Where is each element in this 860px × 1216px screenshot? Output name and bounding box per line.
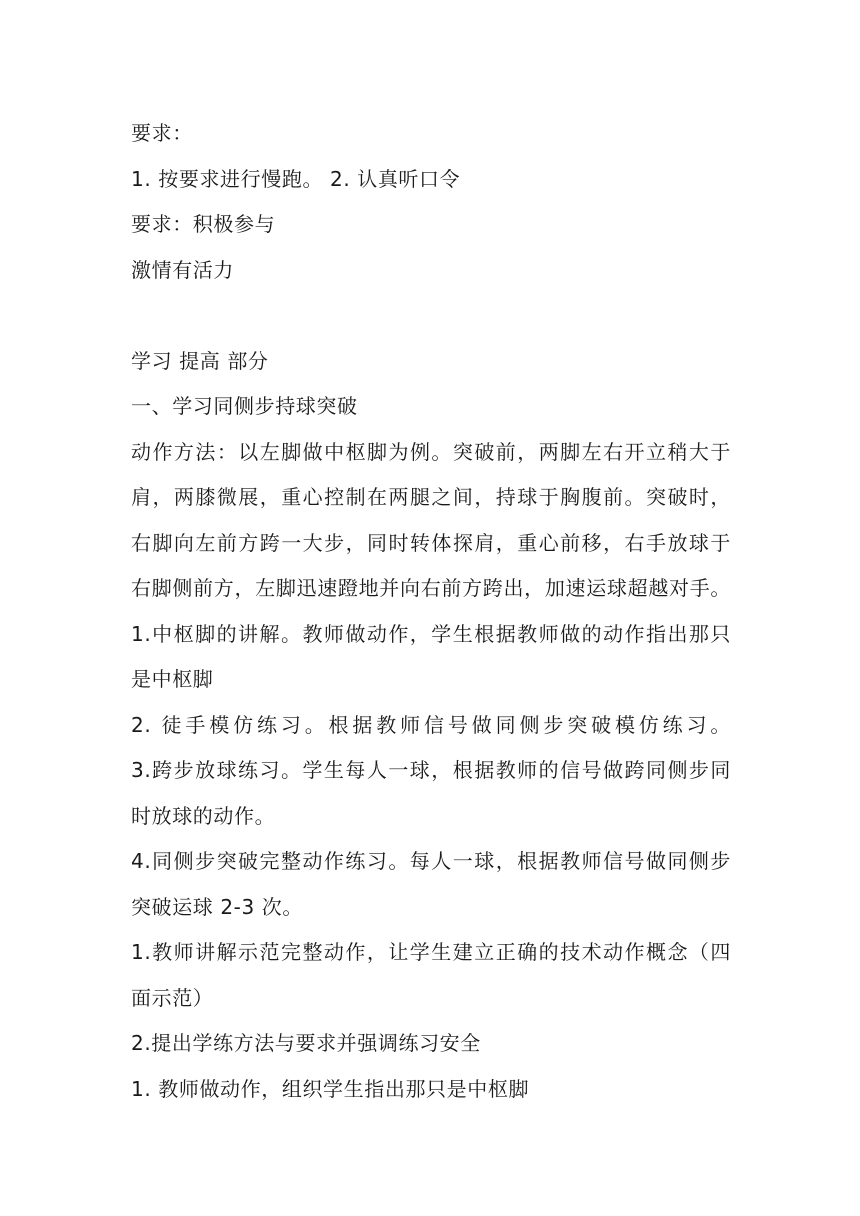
method-paragraph-line-1: 动作方法：以左脚做中枢脚为例。突破前，两脚左右开立稍大于 xyxy=(131,439,731,464)
teacher-demo-line-2: 面示范） xyxy=(131,985,214,1010)
step-1-line-2: 是中枢脚 xyxy=(131,667,214,691)
teacher-requirements-line: 2.提出学练方法与要求并强调练习安全 xyxy=(131,1031,481,1055)
step-4-line-1: 4.同侧步突破完整动作练习。每人一球，根据教师信号做同侧步 xyxy=(131,849,731,873)
step-3-line-2: 时放球的动作。 xyxy=(131,803,276,828)
requirement-participate: 要求：积极参与 xyxy=(131,212,276,236)
step-3-line-1: 3.跨步放球练习。学生每人一球，根据教师的信号做跨同侧步同 xyxy=(131,758,731,782)
step-1-line-1: 1.中枢脚的讲解。教师做动作，学生根据教师做的动作指出那只 xyxy=(131,621,731,646)
method-paragraph-line-3: 右脚向左前方跨一大步，同时转体探肩，重心前移，右手放球于 xyxy=(131,530,731,555)
step-2-line: 2. 徒手模仿练习。根据教师信号做同侧步突破模仿练习。 xyxy=(131,712,731,737)
section-heading: 学习 提高 部分 xyxy=(131,348,269,373)
teacher-demo-line-1: 1.教师讲解示范完整动作，让学生建立正确的技术动作概念（四 xyxy=(131,940,731,964)
method-paragraph-line-4: 右脚侧前方，左脚迅速蹬地并向右前方跨出，加速运球超越对手。 xyxy=(131,576,731,600)
subsection-heading: 一、学习同侧步持球突破 xyxy=(131,394,358,418)
document-body xyxy=(131,111,731,1112)
step-4-line-2: 突破运球 2-3 次。 xyxy=(131,894,303,919)
requirement-heading: 要求： xyxy=(131,121,193,145)
method-paragraph-line-2: 肩，两膝微展，重心控制在两腿之间，持球于胸腹前。突破时， xyxy=(131,485,731,509)
blank-line xyxy=(131,293,731,339)
jog-and-listen-line: 1. 按要求进行慢跑。 2. 认真听口令 xyxy=(131,166,461,191)
teacher-pivot-foot-line: 1. 教师做动作，组织学生指出那只是中枢脚 xyxy=(131,1076,530,1101)
requirement-energetic: 激情有活力 xyxy=(131,257,234,282)
